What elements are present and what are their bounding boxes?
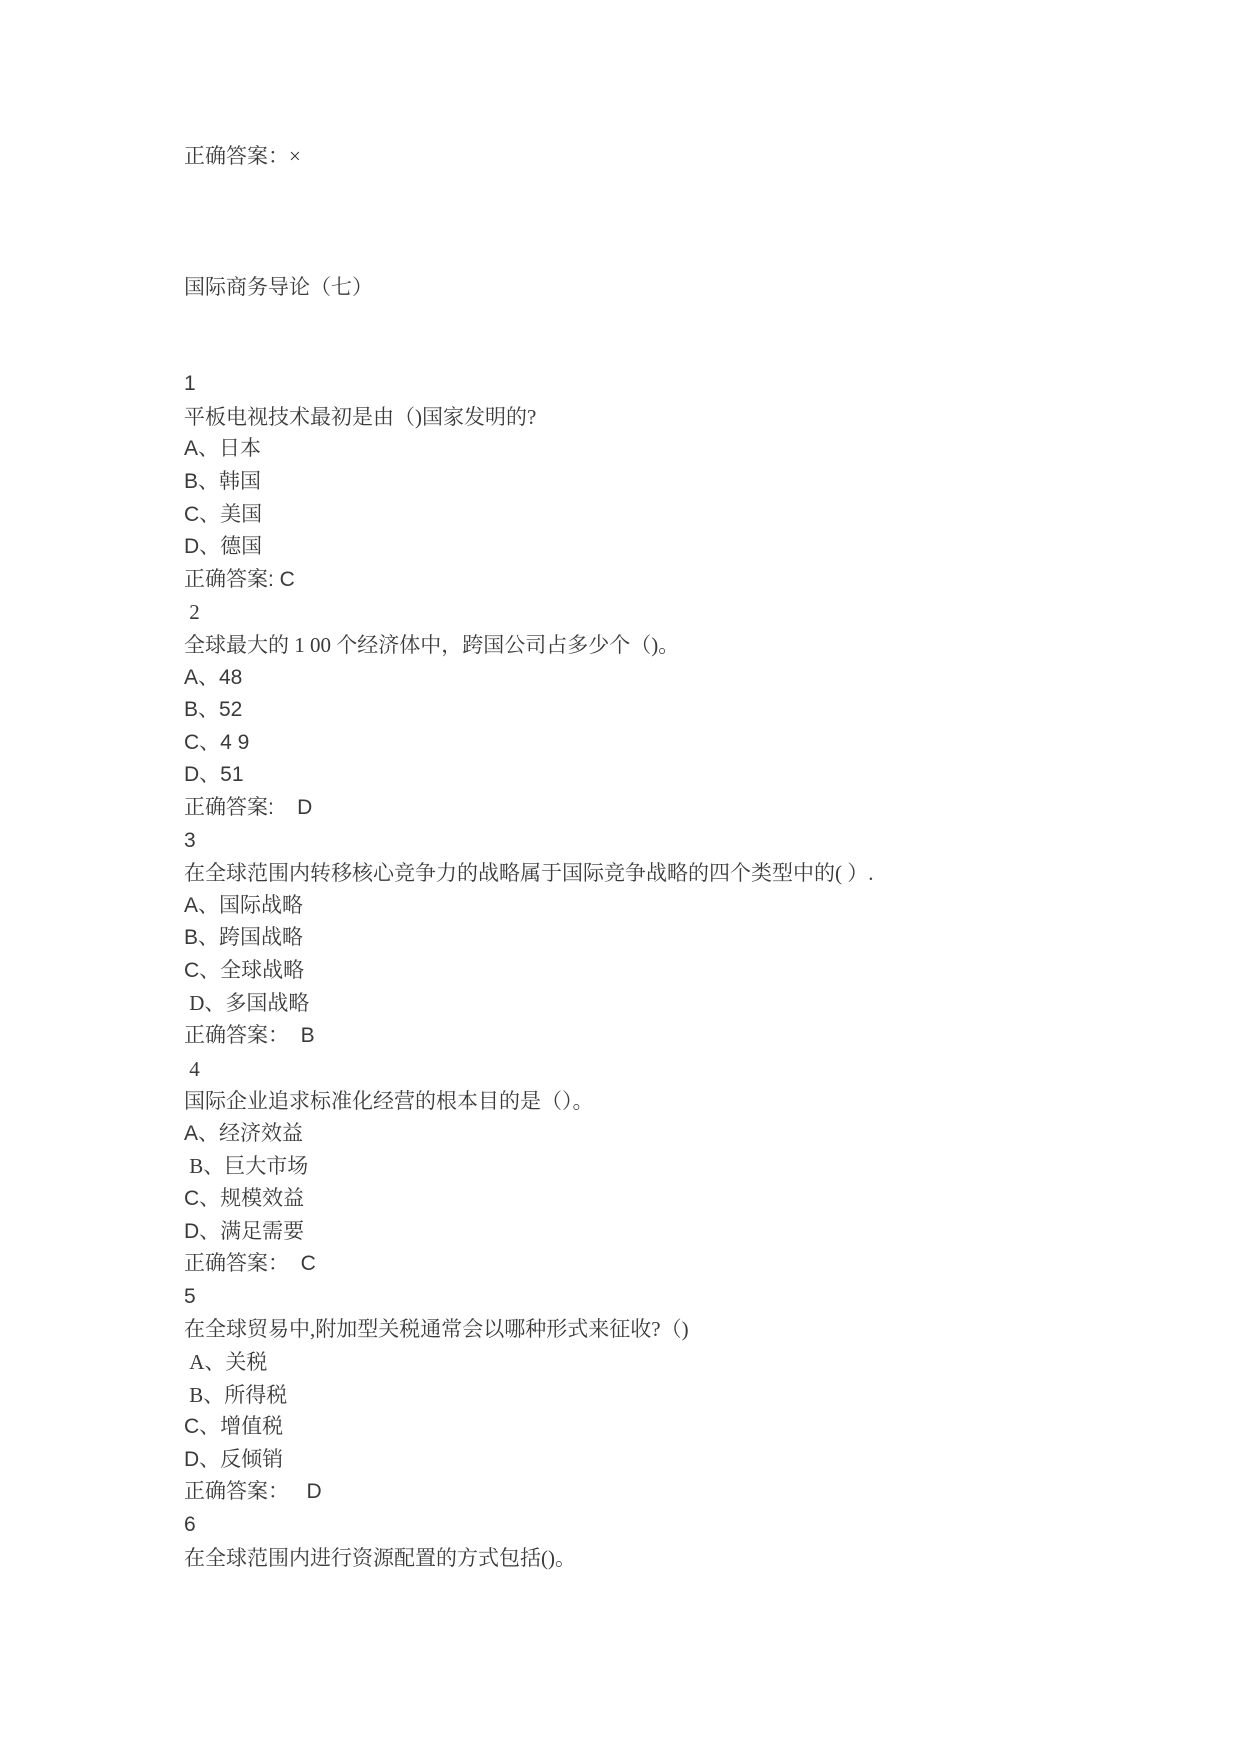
question-4-number: 4 [184,1056,200,1081]
question-4-text: 国际企业追求标准化经营的根本目的是（）。 [184,1089,594,1114]
question-3-text: 在全球范围内转移核心竞争力的战略属于国际竞争战略的四个类型中的( ）. [184,861,874,886]
question-2-answer: 正确答案: D [184,795,313,819]
question-1-option-b: B、韩国 [184,469,262,493]
question-4-option-d: D、满足需要 [184,1219,305,1243]
question-3-number: 3 [184,828,196,852]
question-2-option-a: A、48 [184,665,243,689]
question-1-answer: 正确答案: C [184,567,295,591]
question-4-option-a: A、经济效益 [184,1121,304,1145]
question-5-answer: 正确答案： D [184,1480,322,1504]
question-3-option-d: D、多国战略 [184,991,310,1016]
question-2-text: 全球最大的 1 00 个经济体中，跨国公司占多少个（)。 [184,632,680,657]
question-1-option-c: C、美国 [184,502,263,526]
question-1-number: 1 [184,372,196,396]
question-4-option-b: B、巨大市场 [184,1154,309,1179]
question-4-answer: 正确答案： C [184,1252,316,1276]
question-2-option-c: C、4 9 [184,730,250,754]
question-5-option-b: B、所得税 [184,1382,288,1407]
question-5-number: 5 [184,1284,196,1308]
question-3-option-a: A、国际战略 [184,893,304,917]
question-5-option-d: D、反倾销 [184,1447,284,1471]
question-5-option-c: C、增值税 [184,1415,284,1439]
question-1-option-a: A、日本 [184,437,262,461]
question-3-answer: 正确答案： B [184,1024,315,1048]
question-5-option-a: A、关税 [184,1350,268,1374]
question-2-number: 2 [184,600,200,625]
question-2-option-d: D、51 [184,763,244,787]
question-1-text: 平板电视技术最初是由（)国家发明的? [184,404,537,429]
question-6-text: 在全球范围内进行资源配置的方式包括()。 [184,1545,576,1570]
question-1-option-d: D、德国 [184,535,263,559]
question-2-option-b: B、52 [184,698,243,722]
question-3-option-c: C、全球战略 [184,958,305,982]
question-3-option-b: B、跨国战略 [184,926,304,950]
question-5-text: 在全球贸易中,附加型关税通常会以哪种形式来征收?（) [184,1317,689,1342]
previous-answer-line: 正确答案：× [184,144,301,168]
question-4-option-c: C、规模效益 [184,1187,305,1211]
question-6-number: 6 [184,1512,196,1536]
document-title: 国际商务导论（七） [184,274,373,299]
